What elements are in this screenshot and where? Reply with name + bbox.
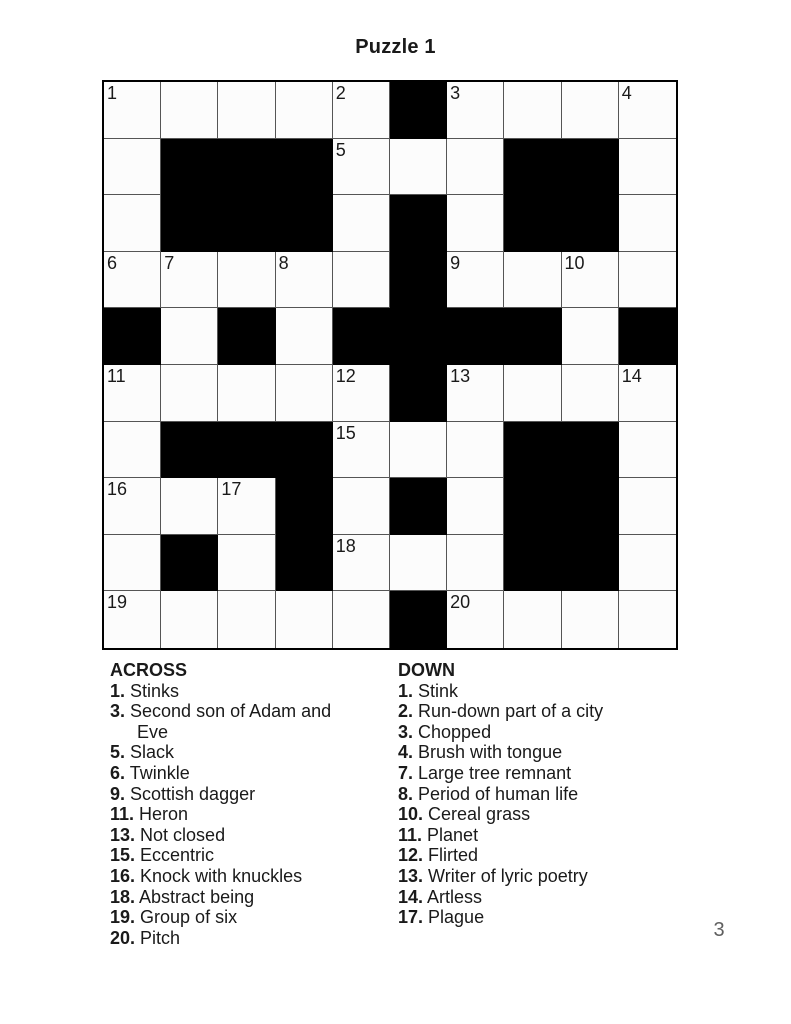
white-cell[interactable]: [504, 82, 561, 139]
white-cell[interactable]: [276, 365, 333, 422]
black-cell: [504, 308, 561, 365]
white-cell[interactable]: [562, 365, 619, 422]
black-cell: [562, 535, 619, 592]
black-cell: [161, 195, 218, 252]
black-cell: [390, 478, 447, 535]
white-cell[interactable]: [333, 365, 390, 422]
white-cell[interactable]: [619, 82, 676, 139]
white-cell[interactable]: [104, 82, 161, 139]
puzzle-title: Puzzle 1: [355, 36, 436, 58]
white-cell[interactable]: [390, 535, 447, 592]
clue-number: 3.: [110, 701, 126, 722]
down-clue-10: 10. Cereal grass: [398, 804, 531, 825]
across-clue-3: 3. Second son of Adam and Eve: [110, 701, 332, 742]
white-cell[interactable]: [562, 252, 619, 309]
white-cell[interactable]: [218, 535, 275, 592]
across-clue-11: 11. Heron: [110, 804, 189, 825]
across-clue-18: 18. Abstract being: [110, 886, 255, 907]
cell-number: 10: [564, 252, 585, 273]
white-cell[interactable]: [619, 252, 676, 309]
clue-number: 1.: [398, 680, 414, 701]
white-cell[interactable]: [104, 252, 161, 309]
white-cell[interactable]: [447, 422, 504, 479]
white-cell[interactable]: [562, 82, 619, 139]
white-cell[interactable]: [104, 365, 161, 422]
down-clue-11: 11. Planet: [398, 824, 479, 845]
across-clue-13: 13. Not closed: [110, 824, 226, 845]
white-cell[interactable]: [276, 591, 333, 648]
across-clue-list: [110, 681, 362, 949]
white-cell[interactable]: [619, 365, 676, 422]
black-cell: [562, 422, 619, 479]
down-clue-4: 4. Brush with tongue: [398, 742, 563, 763]
black-cell: [104, 308, 161, 365]
clue-number: 7.: [398, 762, 414, 783]
down-clue-7: 7. Large tree remnant: [398, 762, 572, 783]
white-cell[interactable]: [161, 82, 218, 139]
white-cell[interactable]: [619, 422, 676, 479]
white-cell[interactable]: [447, 139, 504, 196]
white-cell[interactable]: [504, 365, 561, 422]
black-cell: [504, 478, 561, 535]
black-cell: [276, 535, 333, 592]
cell-number: 11: [107, 365, 126, 386]
cell-number: 6: [107, 252, 118, 273]
clue-number: 19.: [110, 907, 136, 928]
white-cell[interactable]: [619, 195, 676, 252]
cell-number: 4: [621, 83, 632, 103]
clue-number: 11.: [110, 804, 135, 825]
black-cell: [562, 195, 619, 252]
white-cell[interactable]: [562, 591, 619, 648]
cell-number: 15: [335, 422, 356, 443]
black-cell: [218, 308, 275, 365]
cell-number: 5: [335, 139, 346, 160]
black-cell: [276, 422, 333, 479]
white-cell[interactable]: [276, 252, 333, 309]
clue-number: 12.: [398, 845, 424, 866]
black-cell: [276, 478, 333, 535]
clue-number: 6.: [110, 762, 126, 783]
black-cell: [161, 535, 218, 592]
down-clue-17: 17. Plague: [398, 907, 485, 928]
black-cell: [218, 422, 275, 479]
white-cell[interactable]: [333, 195, 390, 252]
white-cell[interactable]: [218, 591, 275, 648]
cell-number: 14: [621, 365, 642, 386]
black-cell: [562, 478, 619, 535]
white-cell[interactable]: [333, 422, 390, 479]
clue-number: 18.: [110, 886, 136, 907]
clue-number: 16.: [110, 865, 136, 886]
across-clue-15: 15. Eccentric: [110, 845, 215, 866]
cell-number: 17: [221, 479, 242, 500]
black-cell: [619, 308, 676, 365]
across-clues-column: [110, 660, 362, 948]
white-cell[interactable]: [104, 139, 161, 196]
white-cell[interactable]: [390, 422, 447, 479]
white-cell[interactable]: [447, 365, 504, 422]
clue-number: 11.: [398, 824, 423, 845]
clue-number: 5.: [110, 742, 126, 763]
across-header: ACROSS: [110, 660, 188, 680]
white-cell[interactable]: [390, 139, 447, 196]
crossword-grid: [102, 80, 678, 650]
white-cell[interactable]: [104, 591, 161, 648]
clue-number: 9.: [110, 783, 126, 804]
black-cell: [504, 422, 561, 479]
white-cell[interactable]: [619, 535, 676, 592]
white-cell[interactable]: [447, 478, 504, 535]
cell-number: 13: [450, 365, 471, 386]
white-cell[interactable]: [218, 365, 275, 422]
down-clue-2: 2. Run-down part of a city: [398, 701, 604, 722]
white-cell[interactable]: [447, 195, 504, 252]
white-cell[interactable]: [562, 308, 619, 365]
down-clue-3: 3. Chopped: [398, 721, 492, 742]
white-cell[interactable]: [333, 252, 390, 309]
black-cell: [447, 308, 504, 365]
white-cell[interactable]: [161, 308, 218, 365]
white-cell[interactable]: [619, 591, 676, 648]
black-cell: [218, 195, 275, 252]
white-cell[interactable]: [619, 478, 676, 535]
white-cell[interactable]: [447, 252, 504, 309]
white-cell[interactable]: [276, 82, 333, 139]
black-cell: [218, 139, 275, 196]
cell-number: 18: [335, 535, 356, 556]
white-cell[interactable]: [333, 535, 390, 592]
clue-number: 17.: [398, 907, 424, 928]
black-cell: [390, 591, 447, 648]
white-cell[interactable]: [104, 195, 161, 252]
white-cell[interactable]: [104, 422, 161, 479]
clue-number: 3.: [398, 721, 414, 742]
white-cell[interactable]: [104, 535, 161, 592]
black-cell: [390, 195, 447, 252]
white-cell[interactable]: [276, 308, 333, 365]
clue-number: 13.: [110, 824, 136, 845]
black-cell: [276, 195, 333, 252]
cell-number: 19: [107, 592, 128, 613]
across-clue-5: 5. Slack: [110, 742, 175, 763]
clue-number: 2.: [398, 701, 414, 722]
white-cell[interactable]: [504, 591, 561, 648]
white-cell[interactable]: [333, 82, 390, 139]
white-cell[interactable]: [161, 478, 218, 535]
white-cell[interactable]: [333, 478, 390, 535]
page-number: 3: [713, 919, 725, 941]
clue-number: 15.: [110, 845, 136, 866]
clues-section: [110, 660, 698, 948]
black-cell: [390, 308, 447, 365]
cell-number: 12: [335, 365, 356, 386]
cell-number: 2: [335, 83, 346, 103]
across-clue-9: 9. Scottish dagger: [110, 783, 256, 804]
across-clue-19: 19. Group of six: [110, 907, 238, 928]
black-cell: [390, 82, 447, 139]
white-cell[interactable]: [161, 591, 218, 648]
clue-number: 10.: [398, 804, 424, 825]
white-cell[interactable]: [447, 535, 504, 592]
white-cell[interactable]: [161, 365, 218, 422]
clue-number: 20.: [110, 927, 136, 948]
across-clue-6: 6. Twinkle: [110, 762, 190, 783]
white-cell[interactable]: [161, 252, 218, 309]
down-clue-14: 14. Artless: [398, 886, 483, 907]
down-clue-8: 8. Period of human life: [398, 783, 579, 804]
white-cell[interactable]: [218, 252, 275, 309]
black-cell: [504, 535, 561, 592]
down-clue-list: [398, 681, 698, 928]
white-cell[interactable]: [333, 139, 390, 196]
white-cell[interactable]: [333, 591, 390, 648]
white-cell[interactable]: [504, 252, 561, 309]
clue-number: 14.: [398, 886, 424, 907]
clue-number: 1.: [110, 680, 126, 701]
across-clue-16: 16. Knock with knuckles: [110, 865, 303, 886]
black-cell: [504, 139, 561, 196]
cell-number: 16: [107, 479, 128, 500]
clue-number: 8.: [398, 783, 414, 804]
cell-number: 20: [450, 592, 471, 613]
across-clue-20: 20. Pitch: [110, 927, 181, 948]
white-cell[interactable]: [447, 591, 504, 648]
white-cell[interactable]: [104, 478, 161, 535]
black-cell: [161, 139, 218, 196]
white-cell[interactable]: [218, 478, 275, 535]
down-clue-1: 1. Stink: [398, 680, 459, 701]
cell-number: 8: [278, 252, 289, 273]
down-clue-13: 13. Writer of lyric poetry: [398, 865, 588, 886]
down-clue-12: 12. Flirted: [398, 845, 479, 866]
white-cell[interactable]: [619, 139, 676, 196]
black-cell: [161, 422, 218, 479]
clue-number: 4.: [398, 742, 414, 763]
white-cell[interactable]: [447, 82, 504, 139]
black-cell: [390, 252, 447, 309]
cell-number: 7: [164, 252, 175, 273]
black-cell: [562, 139, 619, 196]
black-cell: [276, 139, 333, 196]
black-cell: [390, 365, 447, 422]
cell-number: 1: [107, 83, 118, 103]
clue-number: 13.: [398, 865, 424, 886]
black-cell: [333, 308, 390, 365]
black-cell: [504, 195, 561, 252]
down-header: DOWN: [398, 660, 455, 680]
down-clues-column: [398, 660, 698, 948]
cell-number: 3: [450, 83, 461, 103]
across-clue-1: 1. Stinks: [110, 680, 180, 701]
white-cell[interactable]: [218, 82, 275, 139]
cell-number: 9: [450, 252, 461, 273]
